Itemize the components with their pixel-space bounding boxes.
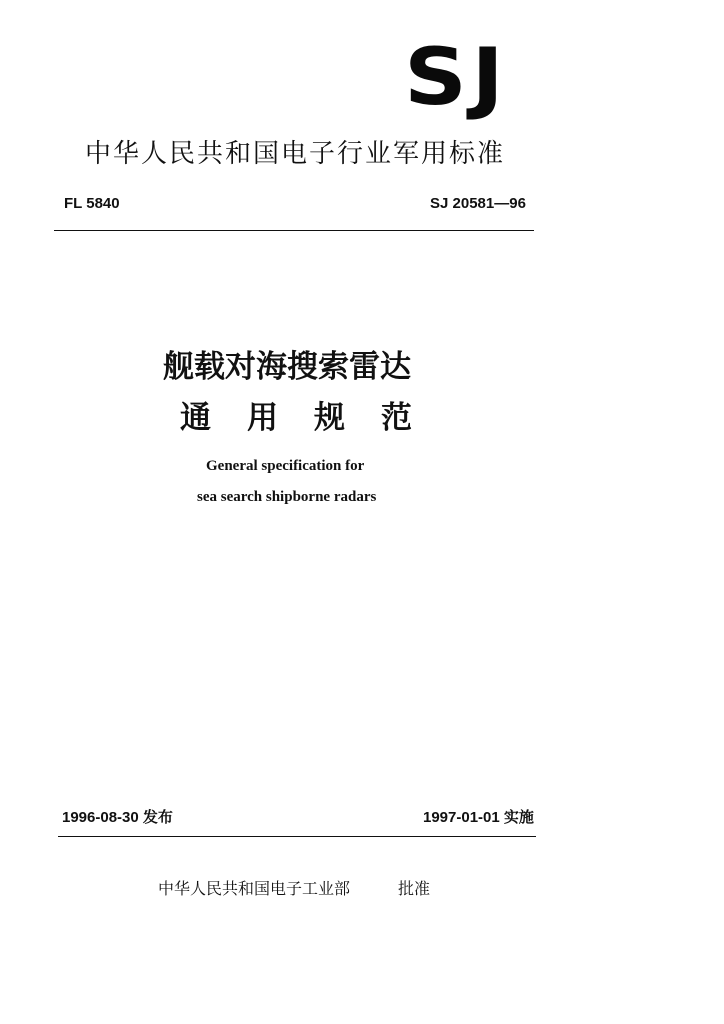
document-title-en-line2: sea search shipborne radars [197,489,377,505]
issue-date: 1996-08-30 发布 [62,809,173,826]
org-title: 中华人民共和国电子行业军用标准 [85,139,506,169]
document-title-cn-line1: 舰载对海搜索雷达 [163,349,411,385]
sj-logo: SJ [404,33,509,123]
approving-body: 中华人民共和国电子工业部 [158,879,351,898]
header-divider [54,230,534,231]
approval-label: 批准 [398,879,431,898]
document-title-cn-line2: 通用规范 [180,400,448,436]
document-title-en-line1: General specification for [206,458,365,474]
footer-divider [58,836,536,837]
effective-date: 1997-01-01 实施 [423,809,534,826]
standard-number: SJ 20581—96 [430,195,526,212]
classification-code: FL 5840 [64,195,120,212]
